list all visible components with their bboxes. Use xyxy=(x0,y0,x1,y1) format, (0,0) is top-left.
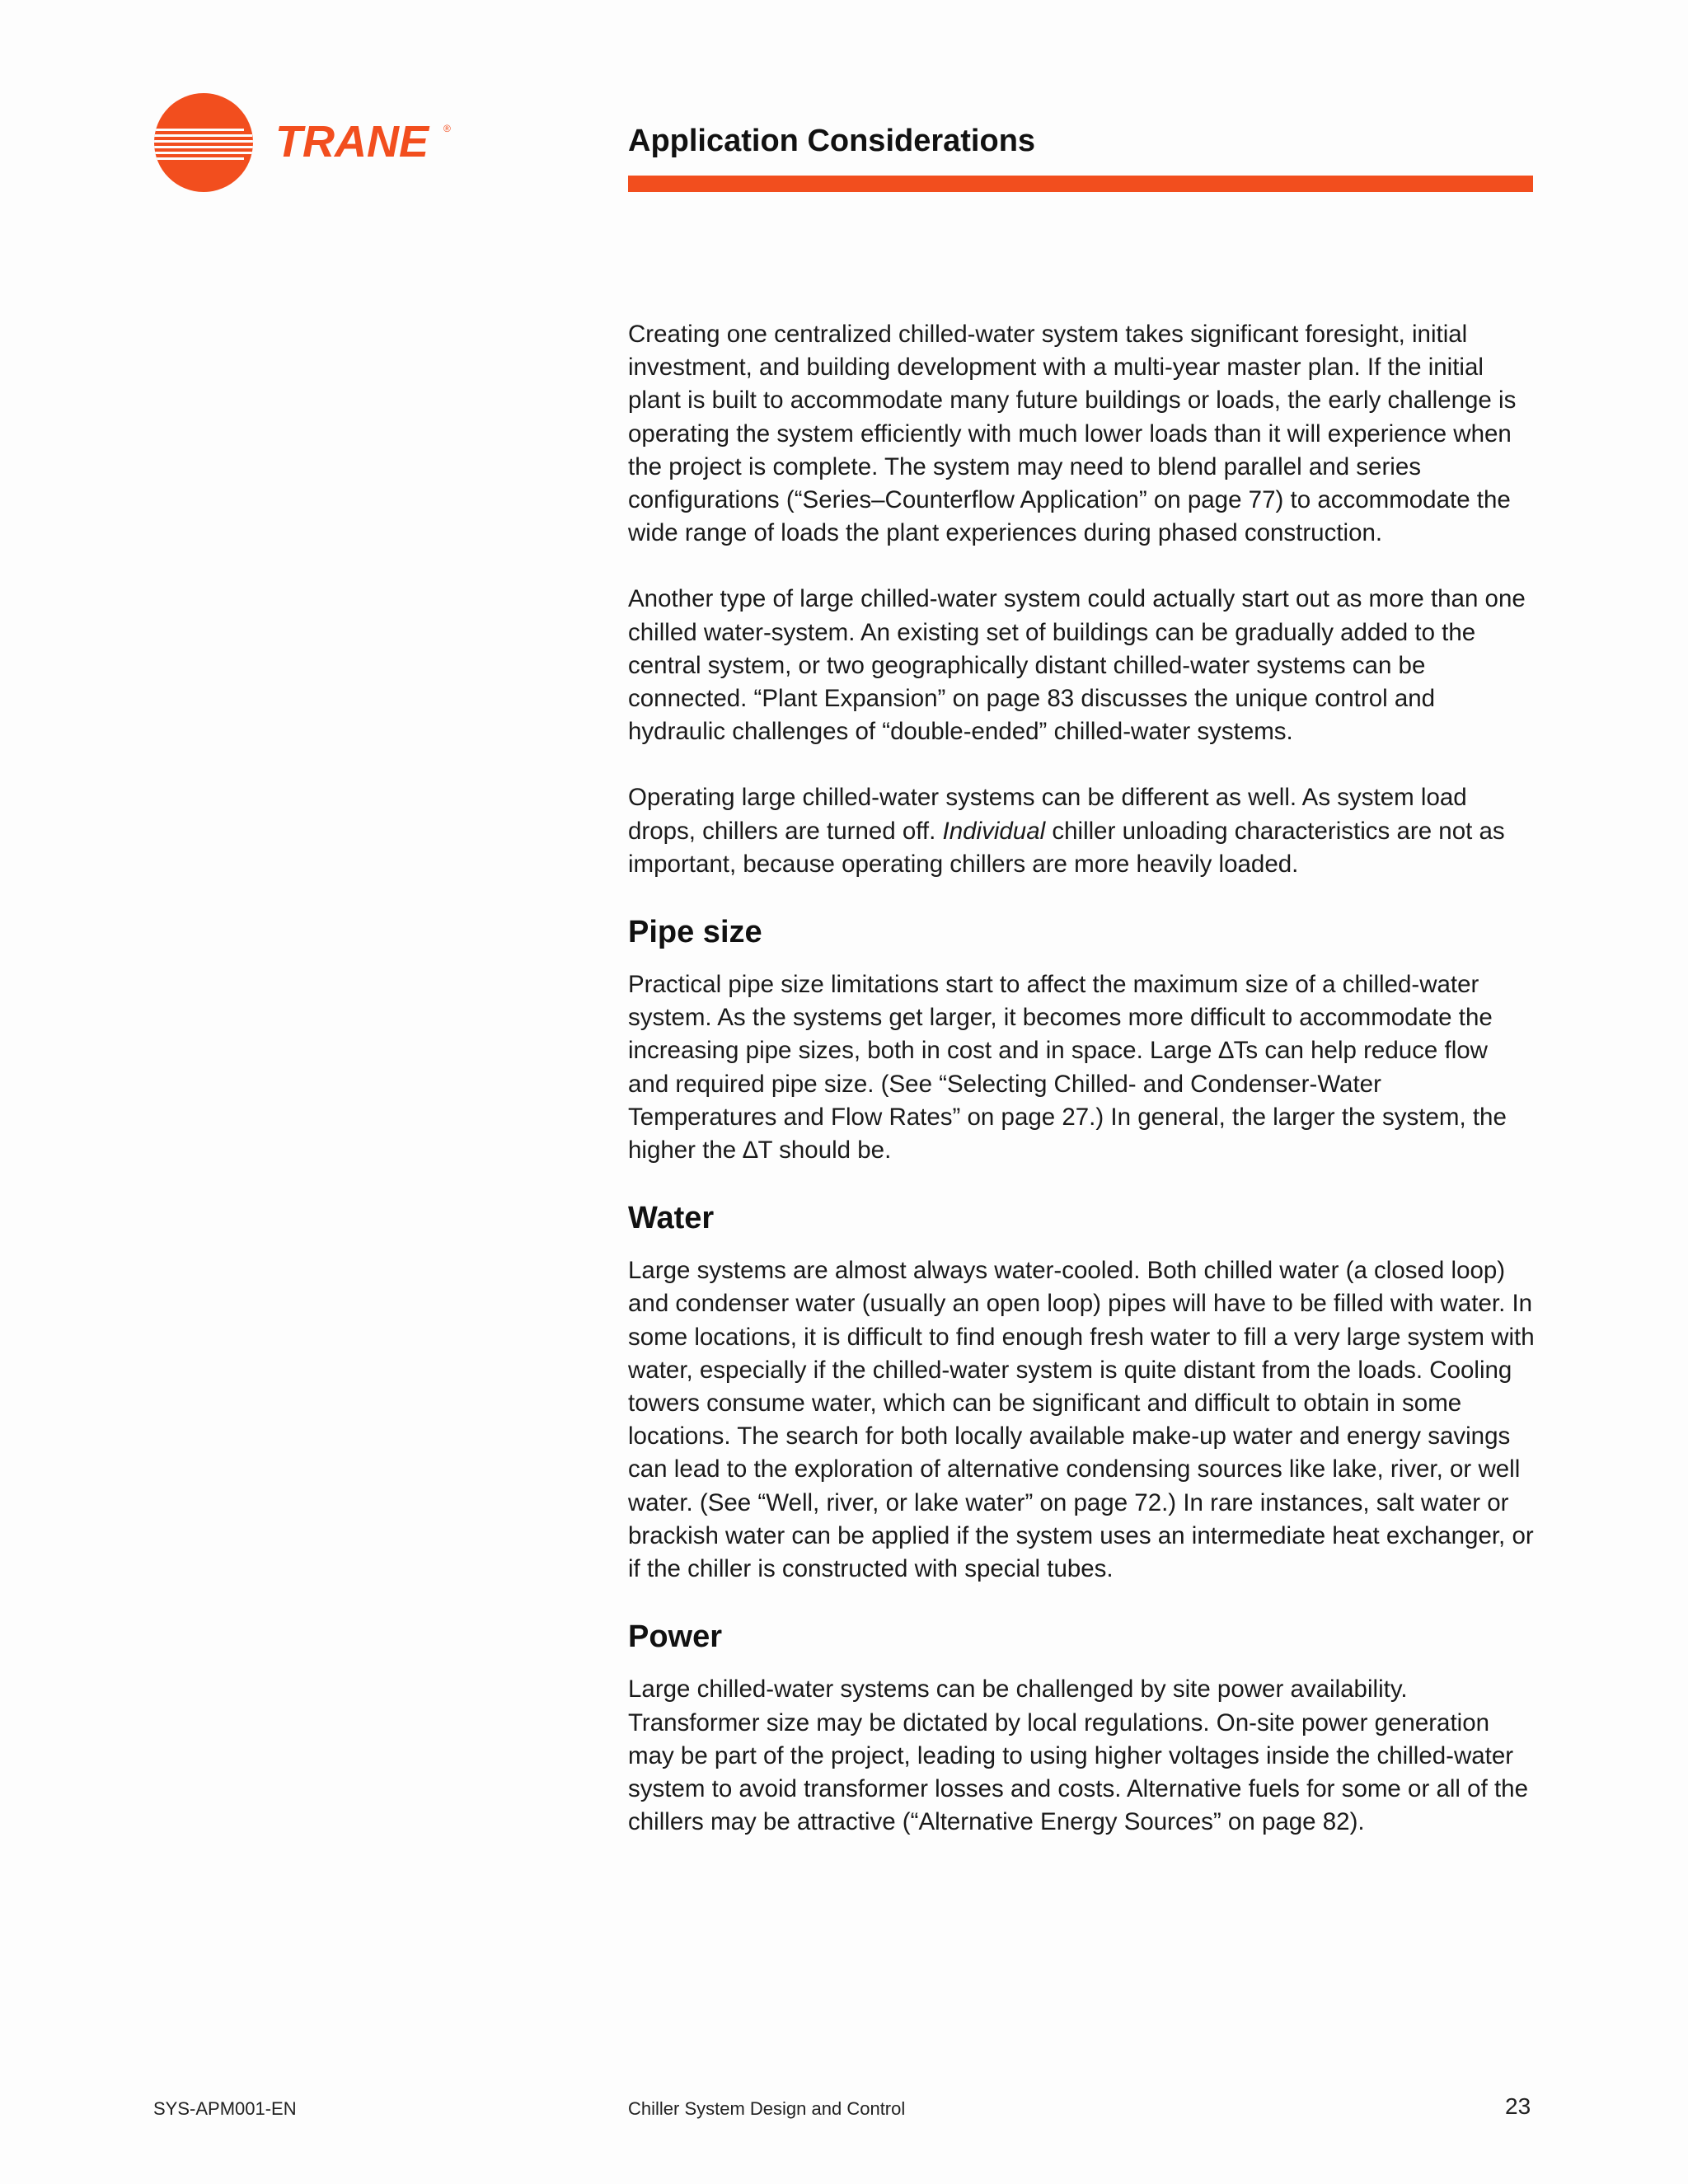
section-heading-pipe-size: Pipe size xyxy=(628,915,762,950)
section-heading-water: Water xyxy=(628,1201,715,1236)
section-text-power: Large chilled-water systems can be challenged by site power availability. Transformer size may be dictated by local regulations. On-site power generation may be part of the project, leading to using higher voltages inside the chilled-water system to avoid transformer losses and costs. Alternative fuels for some or all of the chillers may be attractive (“Alternative Energy Sources” on page 82). xyxy=(628,1675,1528,1836)
page-title: Application Considerations xyxy=(628,124,1036,158)
section-text-pipe-size: Practical pipe size limitations start to affect the maximum size of a chilled-water system. As the systems get larger, it becomes more difficult to accommodate the increasing pipe sizes, both in cost and in space. Large ∆Ts can help reduce flow and required pipe size. (See “Selecting Chilled- and Condenser-Water Temperatures and Flow Rates” on page 27.) In general, the larger the system, the higher the ∆T should be. xyxy=(628,971,1507,1165)
title-rule xyxy=(628,176,1533,192)
page-number: 23 xyxy=(1505,2093,1531,2119)
intro-3-text-b: chiller unloading characteristics are not as important, because operating chillers are more heavily loaded. xyxy=(628,817,1505,878)
trane-logo xyxy=(153,92,467,193)
intro-paragraph-3 xyxy=(628,781,1535,881)
section-heading-power: Power xyxy=(628,1619,723,1655)
intro-3-emphasis: Individual xyxy=(942,817,1046,845)
footer-doc-title: Chiller System Design and Control xyxy=(628,2098,906,2119)
logo-wordmark: TRANE xyxy=(275,117,429,166)
main-content xyxy=(628,318,1535,1867)
footer-doc-code: SYS-APM001-EN xyxy=(153,2098,297,2119)
section-text-water: Large systems are almost always water-cooled. Both chilled water (a closed loop) and condenser water (usually an open loop) pipes will have to be filled with water. In some locations, it is difficult to find enough fresh water to fill a very large system with water, especially if the chilled-water system is quite distant from the loads. Cooling towers consume water, which can be significant and difficult to obtain in some locations. The search for both locally available make-up water and energy savings can lead to the exploration of alternative condensing sources like lake, river, or well water. (See “Well, river, or lake water” on page 72.) In rare instances, salt water or brackish water can be applied if the system uses an intermediate heat exchanger, or if the chiller is constructed with special tubes. xyxy=(628,1257,1535,1583)
svg-text:®: ® xyxy=(443,123,451,134)
intro-3-text-a: Operating large chilled-water systems can be different as well. As system load drops, chillers are turned off. xyxy=(628,784,1467,845)
intro-paragraph-1: Creating one centralized chilled-water system takes significant foresight, initial investment, and building development with a multi-year master plan. If the initial plant is built to accommodate many future buildings or loads, the early challenge is operating the system efficiently with much lower loads than it will experience when the project is complete. The system may need to blend parallel and series configurations (“Series–Counterflow Application” on page 77) to accommodate the wide range of loads the plant experiences during phased construction. xyxy=(628,321,1517,547)
intro-paragraph-2: Another type of large chilled-water system could actually start out as more than one chilled water-system. An existing set of buildings can be gradually added to the central system, or two geographically distant chilled-water systems can be connected. “Plant Expansion” on page 83 discusses the unique control and hydraulic challenges of “double-ended” chilled-water systems. xyxy=(628,585,1526,746)
